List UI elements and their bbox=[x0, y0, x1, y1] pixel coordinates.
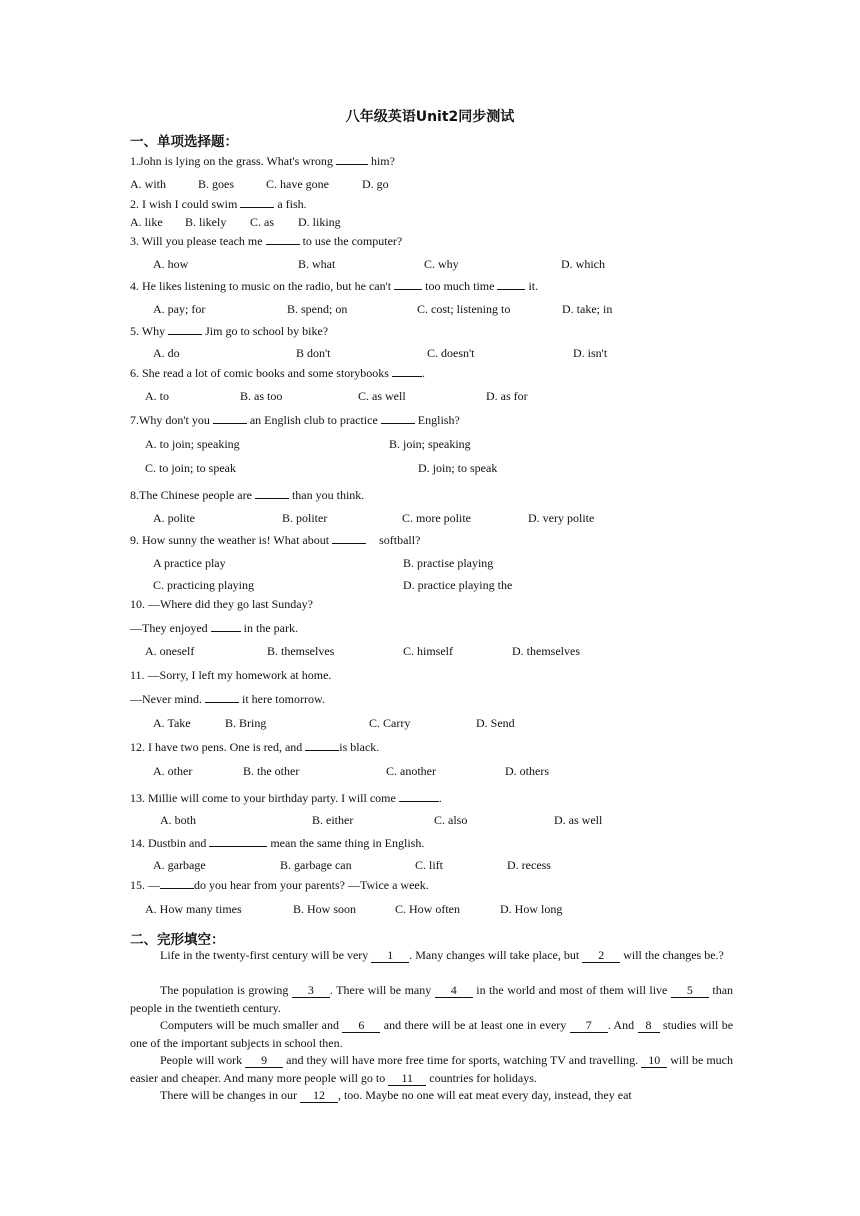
option-c: C. doesn't bbox=[427, 346, 475, 360]
cloze-blank-7: 7 bbox=[570, 1019, 608, 1033]
option-a: A. do bbox=[153, 346, 180, 360]
cloze-text: studies will be one of the important subjects in school then. bbox=[130, 1018, 734, 1050]
answer-blank bbox=[209, 846, 267, 847]
option-c: C. why bbox=[424, 257, 459, 271]
question-stem: 4. He likes listening to music on the radio, but he can't bbox=[130, 279, 392, 293]
option-c: C. Carry bbox=[369, 716, 411, 730]
cloze-blank-2: 2 bbox=[582, 949, 620, 963]
question-12 bbox=[130, 740, 379, 754]
option-a: A. like bbox=[130, 215, 163, 229]
option-d: D. practice playing the bbox=[403, 578, 513, 592]
cloze-text: will be much easier and cheaper. And many more people will go to bbox=[130, 1053, 733, 1085]
section-heading-cloze: 二、完形填空： bbox=[130, 932, 225, 948]
question-stem: 15. — bbox=[130, 878, 160, 892]
question-stem: 5. Why bbox=[130, 324, 166, 338]
answer-blank bbox=[381, 423, 415, 424]
option-d: D. go bbox=[362, 177, 389, 191]
option-c: C. also bbox=[434, 813, 468, 827]
answer-blank bbox=[336, 164, 368, 165]
answer-blank bbox=[160, 888, 194, 889]
option-d: D. very polite bbox=[528, 511, 595, 525]
question-stem-end: it. bbox=[528, 279, 539, 293]
option-a: A. with bbox=[130, 177, 166, 191]
cloze-text: . And bbox=[607, 1018, 635, 1032]
question-7 bbox=[130, 413, 460, 427]
option-d: D. which bbox=[561, 257, 605, 271]
option-c: C. another bbox=[386, 764, 436, 778]
question-stem-end: . bbox=[438, 791, 442, 805]
question-14 bbox=[130, 836, 424, 850]
answer-blank bbox=[305, 750, 339, 751]
question-stem: 6. She read a lot of comic books and some storybooks bbox=[130, 366, 389, 380]
question-4 bbox=[130, 279, 538, 293]
option-b: B. themselves bbox=[267, 644, 335, 658]
option-d: D. liking bbox=[298, 215, 341, 229]
option-b: B. practise playing bbox=[403, 556, 494, 570]
question-stem: 14. Dustbin and bbox=[130, 836, 207, 850]
option-c: C. have gone bbox=[266, 177, 329, 191]
question-stem: 1.John is lying on the grass. What's wrong bbox=[130, 154, 333, 168]
question-1 bbox=[130, 154, 395, 168]
question-stem-end: . bbox=[421, 366, 425, 380]
cloze-text: and they will have more free time for sports, watching TV and travelling. bbox=[286, 1053, 639, 1067]
question-10: 10. —Where did they go last Sunday? bbox=[130, 597, 313, 611]
question-11: 11. —Sorry, I left my homework at home. bbox=[130, 668, 332, 682]
option-a: A. how bbox=[153, 257, 189, 271]
answer-blank bbox=[213, 423, 247, 424]
question-stem: 8.The Chinese people are bbox=[130, 488, 252, 502]
option-b: B. as too bbox=[240, 389, 283, 403]
question-stem: 7.Why don't you bbox=[130, 413, 210, 427]
option-d: D. themselves bbox=[512, 644, 580, 658]
option-c: C. lift bbox=[415, 858, 444, 872]
option-d: D. isn't bbox=[573, 346, 608, 360]
question-stem: 3. Will you please teach me bbox=[130, 234, 263, 248]
answer-blank bbox=[255, 498, 289, 499]
option-d: D. others bbox=[505, 764, 549, 778]
cloze-text: . Many changes will take place, but bbox=[409, 948, 580, 962]
answer-blank bbox=[240, 207, 274, 208]
question-stem-middle: an English club to practice bbox=[249, 413, 378, 427]
option-b: B. garbage can bbox=[280, 858, 352, 872]
question-stem-end: Jim go to school by bike? bbox=[205, 324, 329, 338]
question-3 bbox=[130, 234, 402, 248]
question-10-reply bbox=[130, 621, 298, 635]
question-11-reply bbox=[130, 692, 325, 706]
question-stem-end: English? bbox=[417, 413, 460, 427]
question-stem-end: to use the computer? bbox=[302, 234, 403, 248]
cloze-text: , too. Maybe no one will eat meat every day, instead, they eat bbox=[337, 1088, 632, 1102]
question-15 bbox=[130, 878, 429, 892]
option-a: A. Take bbox=[153, 716, 191, 730]
cloze-paragraph-5 bbox=[130, 1087, 733, 1105]
option-a: A. oneself bbox=[145, 644, 195, 658]
option-d: D. take; in bbox=[562, 302, 613, 316]
option-b: B. politer bbox=[282, 511, 328, 525]
cloze-blank-5: 5 bbox=[671, 984, 709, 998]
answer-blank bbox=[168, 334, 202, 335]
option-c: C. How often bbox=[395, 902, 460, 916]
question-stem-end: a fish. bbox=[277, 197, 307, 211]
option-a: A. to join; speaking bbox=[145, 437, 240, 451]
cloze-blank-6: 6 bbox=[342, 1019, 380, 1033]
cloze-blank-8: 8 bbox=[638, 1019, 660, 1033]
question-stem: 12. I have two pens. One is red, and bbox=[130, 740, 303, 754]
cloze-paragraph-1 bbox=[130, 947, 733, 965]
option-a: A. to bbox=[145, 389, 169, 403]
question-stem-end: it here tomorrow. bbox=[241, 692, 325, 706]
option-b: B don't bbox=[296, 346, 331, 360]
question-5 bbox=[130, 324, 328, 338]
answer-blank bbox=[394, 289, 422, 290]
cloze-text: Life in the twenty-first century will be very bbox=[160, 948, 369, 962]
answer-blank bbox=[332, 543, 366, 544]
cloze-text: People will work bbox=[160, 1053, 243, 1067]
option-a: A. garbage bbox=[153, 858, 206, 872]
question-stem: —Never mind. bbox=[130, 692, 202, 706]
option-d: D. How long bbox=[500, 902, 563, 916]
option-d: D. as for bbox=[486, 389, 528, 403]
question-2 bbox=[130, 197, 307, 211]
option-b: B. the other bbox=[243, 764, 300, 778]
cloze-text: The population is growing bbox=[160, 983, 289, 997]
option-b: B. join; speaking bbox=[389, 437, 471, 451]
cloze-text: There will be changes in our bbox=[160, 1088, 297, 1102]
page-title: 八年级英语Unit2同步测试 bbox=[345, 109, 515, 125]
option-c: C. to join; to speak bbox=[145, 461, 236, 475]
answer-blank bbox=[399, 801, 439, 802]
cloze-blank-9: 9 bbox=[245, 1054, 283, 1068]
answer-blank bbox=[497, 289, 525, 290]
cloze-blank-3: 3 bbox=[292, 984, 330, 998]
option-b: B. spend; on bbox=[287, 302, 348, 316]
option-a: A. both bbox=[160, 813, 196, 827]
cloze-blank-11: 11 bbox=[388, 1072, 426, 1086]
answer-blank bbox=[266, 244, 300, 245]
question-stem: 13. Millie will come to your birthday party. I will come bbox=[130, 791, 396, 805]
question-13 bbox=[130, 791, 442, 805]
cloze-text: countries for holidays. bbox=[429, 1070, 537, 1085]
question-stem-end: do you hear from your parents? —Twice a week. bbox=[194, 878, 429, 892]
cloze-blank-12: 12 bbox=[300, 1089, 338, 1103]
option-b: B. How soon bbox=[293, 902, 357, 916]
option-a: A. other bbox=[153, 764, 193, 778]
cloze-text: in the world and most of them will live bbox=[476, 983, 668, 997]
option-b: B. either bbox=[312, 813, 354, 827]
option-d: D. Send bbox=[476, 716, 515, 730]
cloze-blank-4: 4 bbox=[435, 984, 473, 998]
option-c: C. himself bbox=[403, 644, 453, 658]
question-stem-end: him? bbox=[370, 154, 395, 168]
option-b: B. goes bbox=[198, 177, 234, 191]
option-c: C. as bbox=[250, 215, 274, 229]
cloze-blank-1: 1 bbox=[371, 949, 409, 963]
question-stem-end: mean the same thing in English. bbox=[270, 836, 425, 850]
option-a: A. How many times bbox=[145, 902, 242, 916]
option-b: B. likely bbox=[185, 215, 227, 229]
question-stem: —They enjoyed bbox=[130, 621, 208, 635]
question-stem-end: is black. bbox=[339, 740, 380, 754]
question-stem: 9. How sunny the weather is! What about bbox=[130, 533, 330, 547]
option-d: D. as well bbox=[554, 813, 603, 827]
cloze-text: and there will be at least one in every bbox=[383, 1018, 567, 1032]
option-b: B. what bbox=[298, 257, 336, 271]
question-stem: 2. I wish I could swim bbox=[130, 197, 238, 211]
cloze-paragraph-3 bbox=[130, 1017, 733, 1052]
option-d: D. recess bbox=[507, 858, 551, 872]
option-b: B. Bring bbox=[225, 716, 267, 730]
question-stem-end: than you think. bbox=[291, 488, 365, 502]
answer-blank bbox=[211, 631, 241, 632]
cloze-paragraph-4 bbox=[130, 1052, 733, 1087]
option-d: D. join; to speak bbox=[418, 461, 498, 475]
question-stem-end: in the park. bbox=[243, 621, 298, 635]
cloze-blank-10: 10 bbox=[641, 1054, 667, 1068]
cloze-text: will the changes be.? bbox=[623, 948, 724, 962]
cloze-text: . There will be many bbox=[329, 983, 432, 997]
question-9 bbox=[130, 533, 420, 547]
section-heading-multiple-choice: 一、单项选择题： bbox=[130, 134, 238, 150]
answer-blank bbox=[205, 702, 239, 703]
option-c: C. cost; listening to bbox=[417, 302, 511, 316]
question-8 bbox=[130, 488, 364, 502]
option-c: C. more polite bbox=[402, 511, 471, 525]
option-a: A. pay; for bbox=[153, 302, 206, 316]
option-a: A. polite bbox=[153, 511, 195, 525]
question-6 bbox=[130, 366, 425, 380]
cloze-text: Computers will be much smaller and bbox=[160, 1018, 339, 1032]
cloze-paragraph-2 bbox=[130, 982, 733, 1017]
question-stem-middle: too much time bbox=[425, 279, 495, 293]
option-c: C. as well bbox=[358, 389, 406, 403]
cloze-text: than people in the twentieth century. bbox=[130, 983, 734, 1015]
answer-blank bbox=[392, 376, 422, 377]
option-a: A practice play bbox=[153, 556, 226, 570]
option-c: C. practicing playing bbox=[153, 578, 254, 592]
question-stem-end: softball? bbox=[379, 533, 421, 547]
